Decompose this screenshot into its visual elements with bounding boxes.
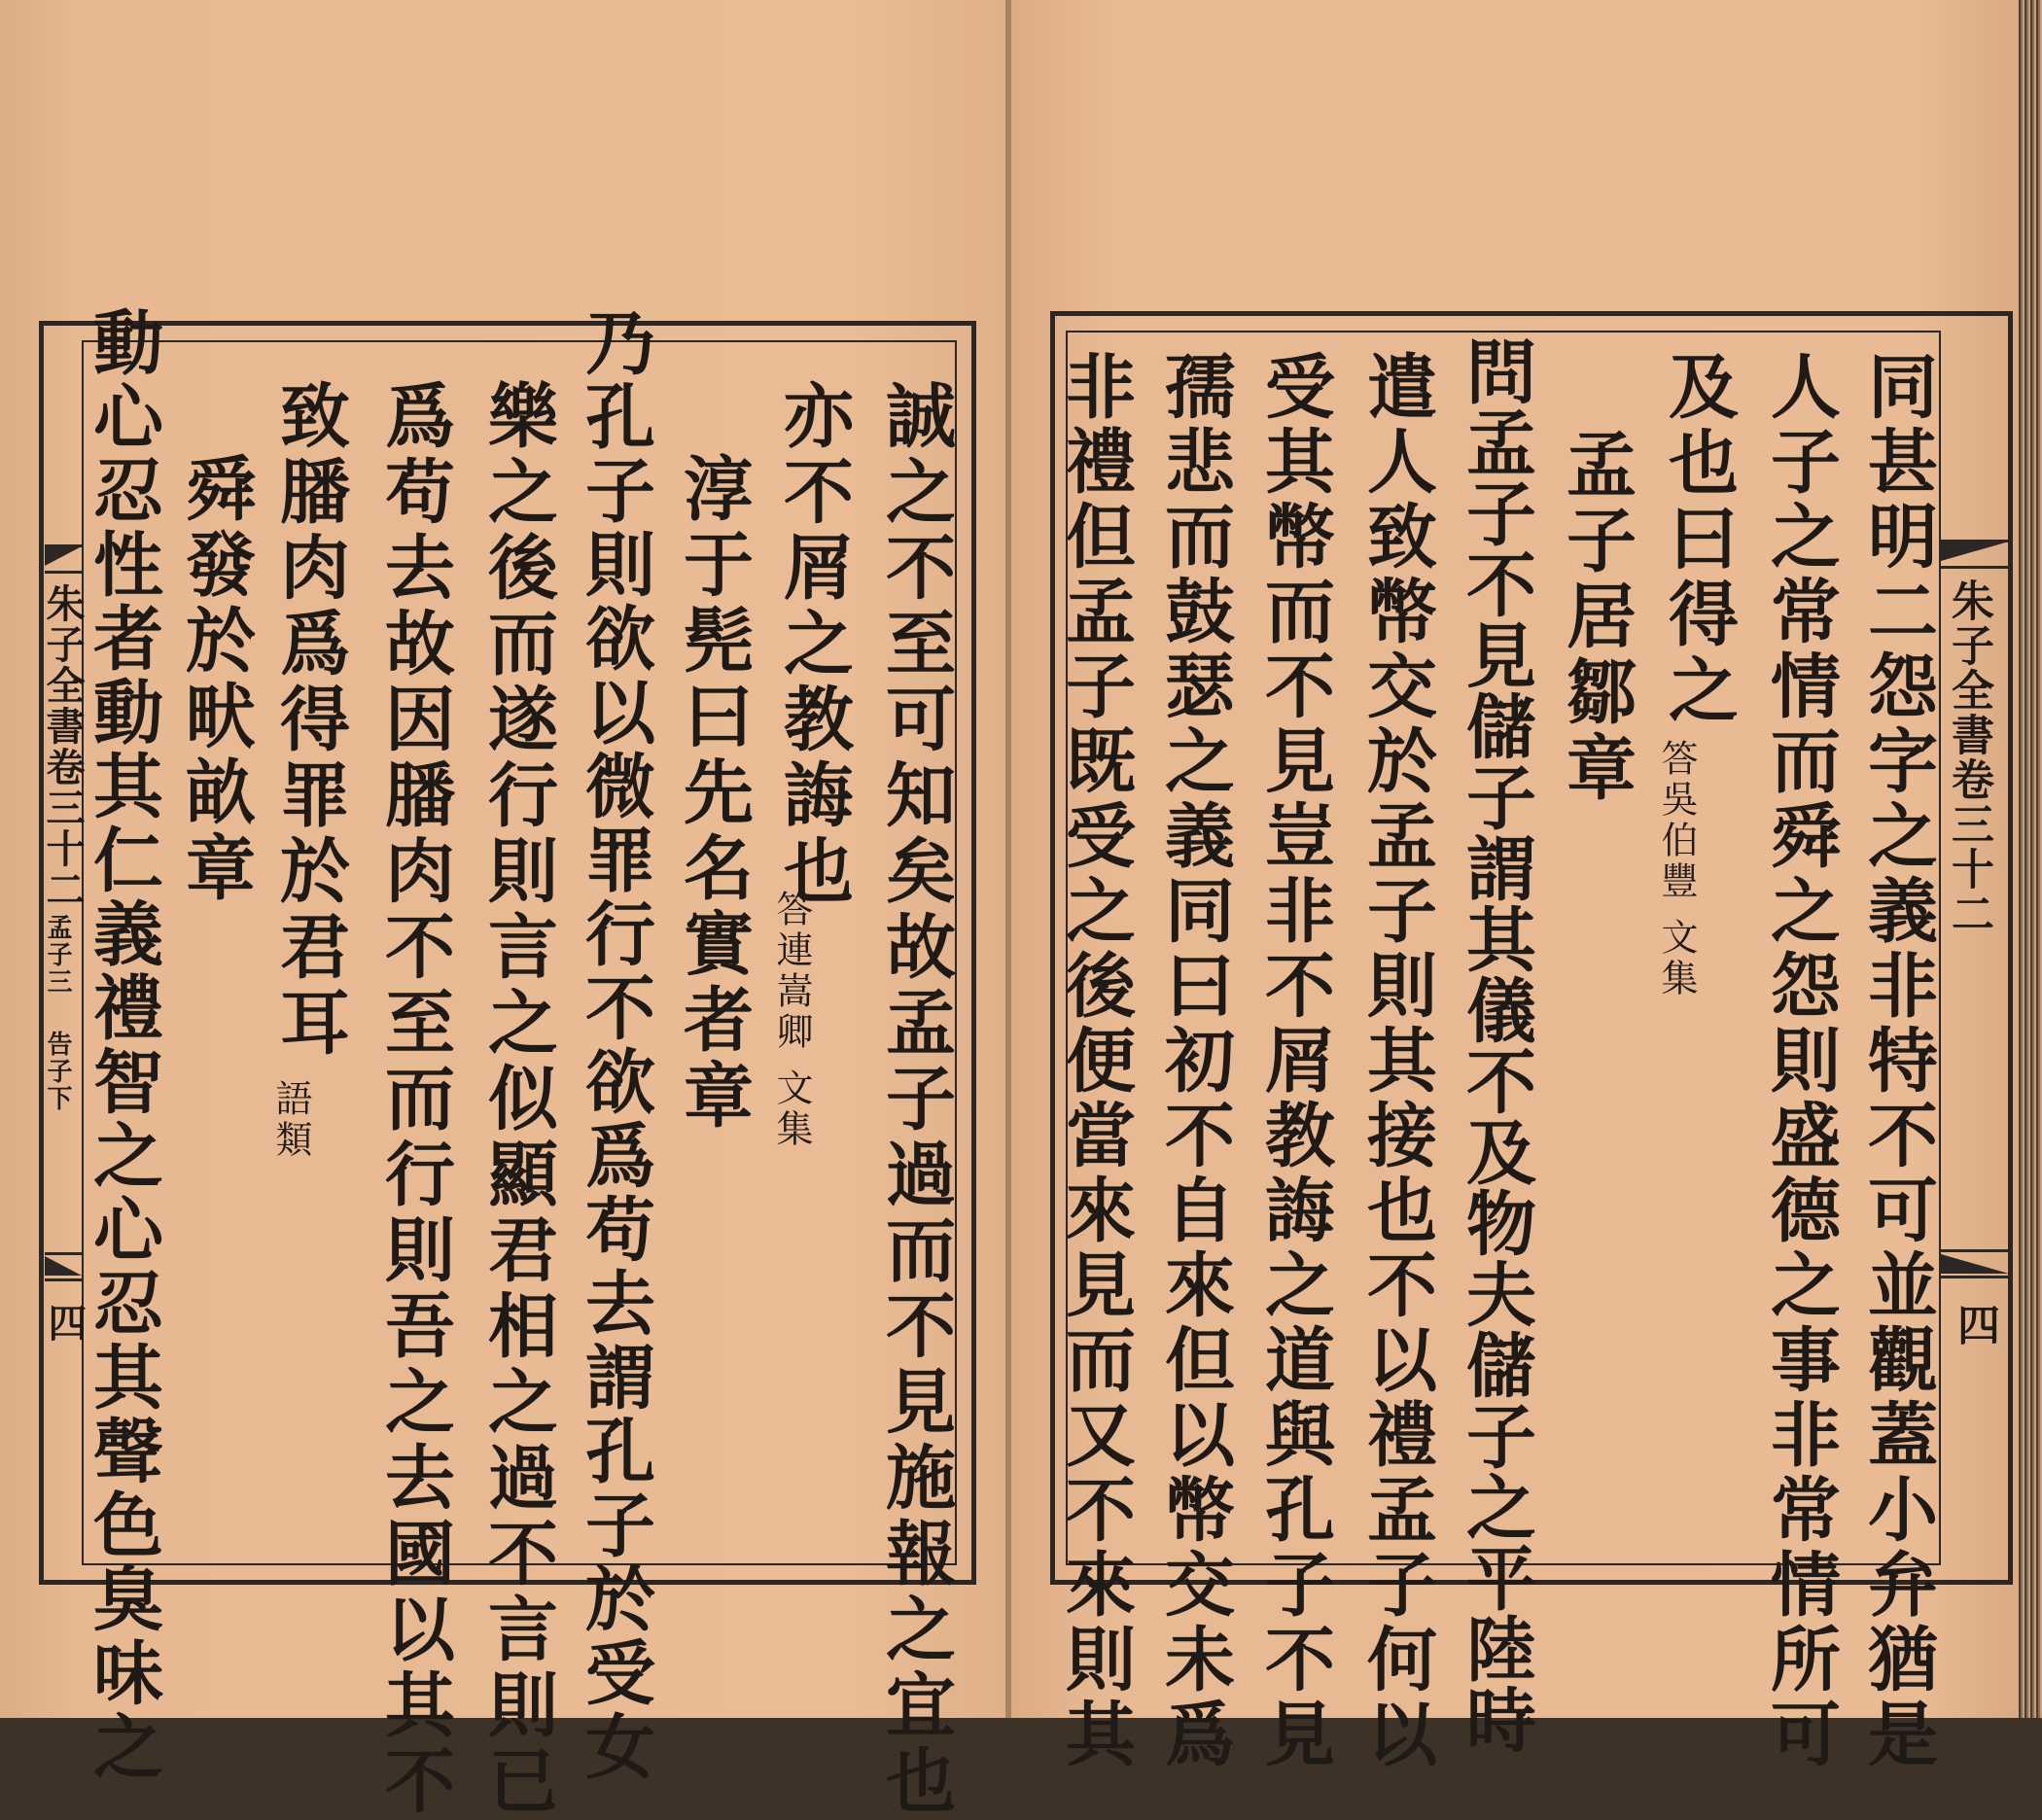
left-margin-title: 朱子全書卷三十二 bbox=[40, 583, 86, 910]
left-column-5: 樂之後而遂行則言之似顯君相之過不言則已 bbox=[476, 379, 559, 1820]
right-column-1: 同甚明二怨字之義非特不可並觀蓋小弁猶是 bbox=[1856, 350, 1939, 1772]
page-edge-stack bbox=[2019, 0, 2042, 1718]
left-fish-tail-bottom bbox=[45, 1256, 82, 1276]
right-fish-tail-top bbox=[1941, 542, 2009, 561]
right-margin-title: 朱子全書卷三十二 bbox=[1944, 578, 1993, 936]
right-column-8: 孺悲而鼓瑟之義同曰初不自來但以幣交未爲 bbox=[1153, 350, 1236, 1772]
right-margin-page: 四 bbox=[1950, 1303, 1999, 1348]
left-column-9: 動心忍性者動其仁義禮智之心忍其聲色臭味之 bbox=[82, 306, 164, 1784]
left-column-7: 致膰肉爲得罪於君耳 bbox=[268, 379, 351, 1062]
left-column-2: 亦不屑之教誨也 bbox=[772, 379, 855, 910]
right-column-9: 非禮但孟子既受之後便當來見而又不來則其 bbox=[1054, 350, 1137, 1772]
left-margin-page: 四 bbox=[42, 1303, 88, 1344]
right-column-3-note: 答吳伯豐 文集 bbox=[1655, 739, 1698, 1000]
right-column-4: 孟子居鄒章 bbox=[1555, 428, 1637, 807]
right-column-5: 問孟子不見儲子謂其儀不及物夫儲子之平陸時 bbox=[1455, 335, 1537, 1755]
left-column-7-note: 語類 bbox=[269, 1079, 312, 1161]
left-margin-subsection: 告子下 bbox=[43, 1031, 72, 1112]
left-column-3: 淳于髡曰先名實者章 bbox=[672, 452, 755, 1135]
left-fish-tail-top bbox=[45, 546, 82, 566]
right-column-7: 受其幣而不見豈非不屑教誨之道與孔子不見 bbox=[1253, 350, 1336, 1772]
left-column-2-note: 答連嵩卿 文集 bbox=[770, 890, 813, 1151]
left-column-1: 誠之不至可知矣故孟子過而不見施報之宜也 bbox=[874, 379, 957, 1820]
right-column-3: 及也曰得之 bbox=[1657, 350, 1740, 729]
right-page bbox=[1011, 0, 2019, 1772]
left-column-8: 舜發於畎畝章 bbox=[174, 452, 257, 907]
left-column-6: 爲苟去故因膰肉不至而行則吾之去國以其不 bbox=[373, 379, 456, 1820]
left-column-4: 乃孔子則欲以微罪行不欲爲苟去謂孔子於受女 bbox=[574, 306, 656, 1784]
left-margin-section: 孟子三 bbox=[43, 914, 72, 996]
right-fish-tail-bottom bbox=[1941, 1254, 2009, 1274]
right-column-6: 遣人致幣交於孟子則其接也不以禮孟子何以 bbox=[1355, 350, 1438, 1772]
left-page bbox=[0, 0, 1005, 1820]
right-column-2: 人子之常情而舜之怨則盛德之事非常情所可 bbox=[1759, 350, 1842, 1772]
